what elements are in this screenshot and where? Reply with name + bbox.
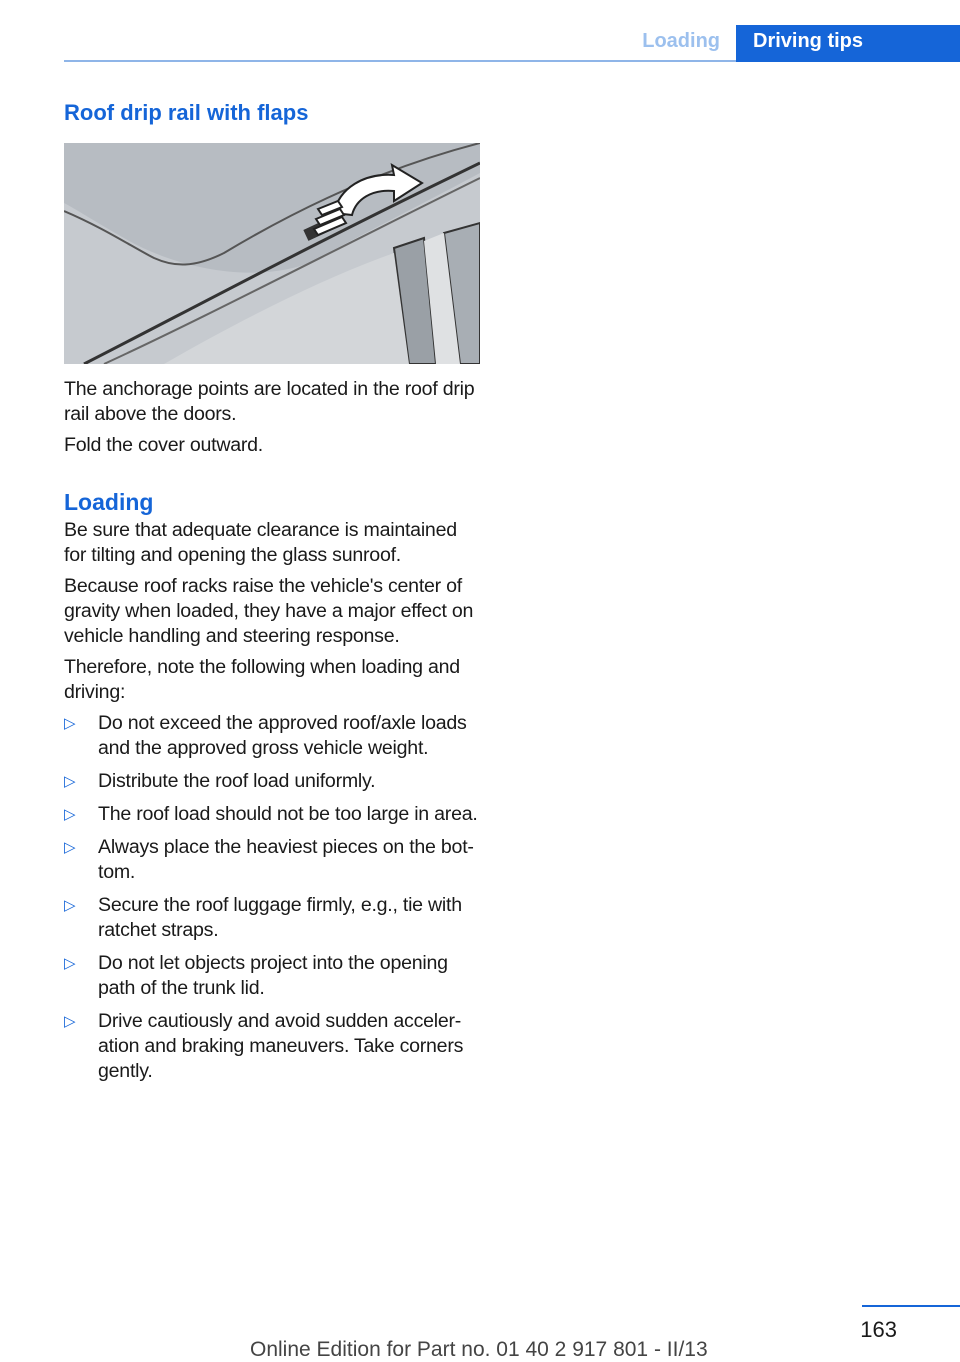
list-item	[64, 1009, 482, 1084]
section-title-roof-drip-rail: Roof drip rail with flaps	[64, 100, 309, 125]
center-of-gravity-paragraph: Because roof racks raise the vehicle's center of gravity when loaded, they have a major effect on vehicle handling and steering response.	[64, 575, 474, 647]
note-following-paragraph: Therefore, note the following when loading and driving:	[64, 656, 460, 703]
header-chapter-tab: Driving tips	[736, 25, 960, 62]
list-item-text: Do not exceed the approved roof/axle loads and the approved gross vehicle weight.	[98, 712, 467, 759]
fold-cover-paragraph: Fold the cover outward.	[64, 434, 263, 456]
list-item	[64, 769, 482, 794]
list-item-text: The roof load should not be too large in area.	[98, 803, 478, 825]
list-item	[64, 835, 482, 885]
triangle-bullet-icon: ▷	[64, 773, 76, 790]
edition-footer: Online Edition for Part no. 01 40 2 917 801 - II/13	[250, 1338, 708, 1361]
list-item-text: Drive cautiously and avoid sudden acceler‐ation and braking maneuvers. Take corners gently.	[98, 1010, 464, 1082]
triangle-bullet-icon: ▷	[64, 715, 76, 732]
list-item-text: Distribute the roof load uniformly.	[98, 770, 376, 792]
anchorage-points-paragraph: The anchorage points are located in the roof drip rail above the doors.	[64, 378, 475, 425]
footer-rule	[862, 1305, 960, 1307]
triangle-bullet-icon: ▷	[64, 806, 76, 823]
list-item-text: Do not let objects project into the opening path of the trunk lid.	[98, 952, 448, 999]
triangle-bullet-icon: ▷	[64, 897, 76, 914]
list-item	[64, 893, 482, 943]
loading-tips-list	[64, 711, 482, 1084]
list-item	[64, 711, 482, 761]
list-item	[64, 951, 482, 1001]
car-roof-drawing	[64, 143, 480, 364]
section-title-loading: Loading	[64, 489, 154, 515]
clearance-paragraph: Be sure that adequate clearance is maintained for tilting and opening the glass sunroof.	[64, 519, 457, 566]
list-item	[64, 802, 482, 827]
list-item-text: Secure the roof luggage firmly, e.g., tie with ratchet straps.	[98, 894, 462, 941]
triangle-bullet-icon: ▷	[64, 1013, 76, 1030]
page-content	[64, 98, 482, 1092]
page-number: 163	[860, 1317, 897, 1342]
roof-drip-rail-illustration	[64, 143, 480, 364]
triangle-bullet-icon: ▷	[64, 955, 76, 972]
triangle-bullet-icon: ▷	[64, 839, 76, 856]
header-section-label: Loading	[642, 30, 720, 52]
list-item-text: Always place the heaviest pieces on the bot‐tom.	[98, 836, 474, 883]
